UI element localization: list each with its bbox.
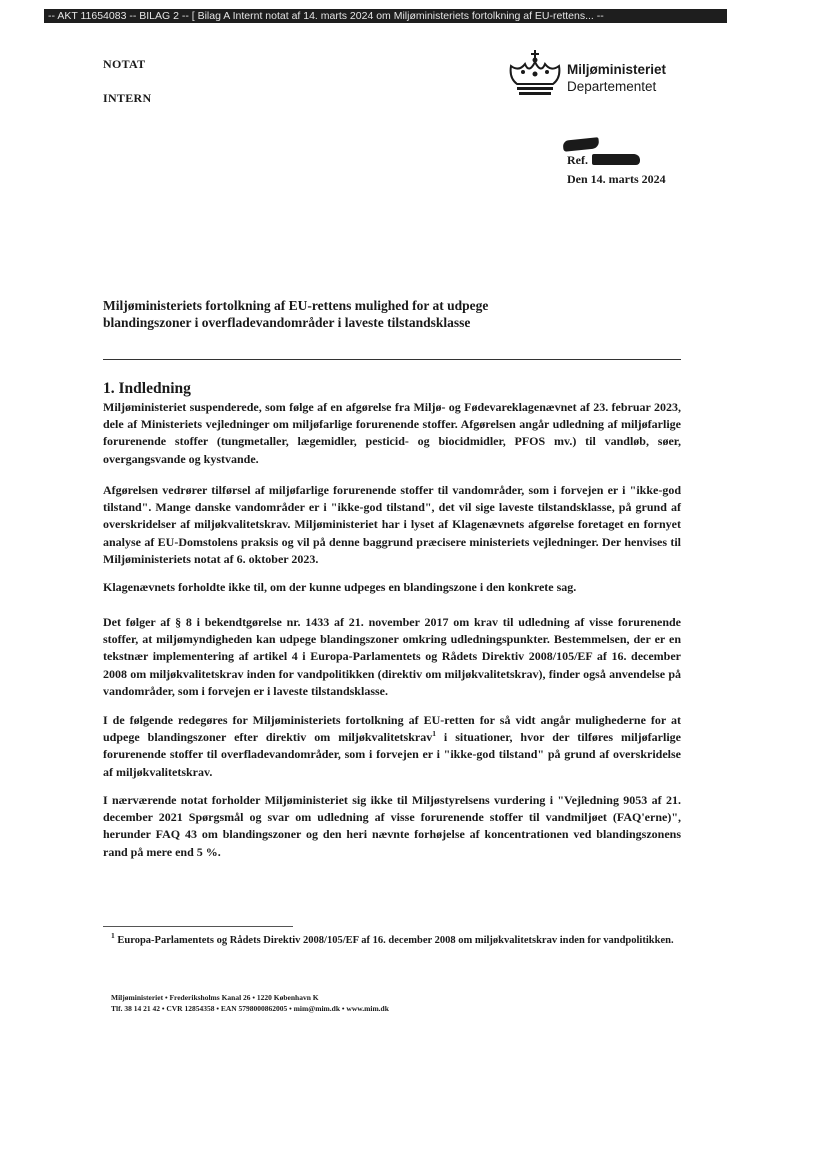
footnote-divider: [103, 926, 293, 927]
department-name: Departementet: [567, 79, 657, 94]
footnote-number: 1: [111, 931, 115, 940]
redaction-mark: [592, 154, 640, 165]
body-paragraph: [103, 712, 681, 781]
footnote: [111, 932, 681, 949]
document-type-label: NOTAT: [103, 57, 146, 71]
footnote-text: Europa-Parlamentets og Rådets Direktiv 2008/105/EF af 16. december 2008 om miljøkvalitetskrav inden for vandpolitikken.: [114, 935, 674, 946]
document-header-bar: -- AKT 11654083 -- BILAG 2 -- [ Bilag A Internt notat af 14. marts 2024 om Miljøministeriets fortolkning af EU-rettens... --: [44, 9, 727, 23]
body-paragraph: Afgørelsen vedrører tilførsel af miljøfarlige forurenende stoffer til vandområder, som i forvejen er i "ikke-god tilstand". Mange danske vandområder er i "ikke-god tilstand", det vil sige laveste tilstandsklasse, på grund af overskridelser af miljøkvalitetskrav. Miljøministeriet har i lyset af Klagenævnets afgørelse foretaget en fornyet analyse af EU-Domstolens praksis og vil på denne baggrund præcisere ministeriets vejledninger. Der henvises til Miljøministeriets notat af 6. oktober 2023.: [103, 483, 681, 566]
footnote-reference: 1: [432, 729, 436, 739]
body-paragraph: Det følger af § 8 i bekendtgørelse nr. 1433 af 21. november 2017 om krav til udledning af visse forurenende stoffer, at miljømyndigheden kan udpege blandingszoner omkring udledningspunkter. Bestemmelsen, der er en tekstnær implementering af artikel 4 i Europa-Parlamentets og Rådets Direktiv 2008/105/EF af 16. december 2008 om miljøkvalitetskrav inden for vandpolitikken (direktiv om miljøkvalitetskrav), finder også anvendelse på vandområder, som i forvejen er i laveste tilstandsklasse.: [103, 615, 681, 698]
document-title: Miljøministeriets fortolkning af EU-rettens mulighed for at udpege blandingszoner i overfladevandområder i laveste tilstandsklasse: [103, 298, 489, 330]
reference-line: [567, 153, 640, 168]
title-divider: [103, 359, 681, 360]
paragraph-text: I de følgende redegøres for Miljøministeriets fortolkning af EU-retten for så vidt angår mulighederne for at udpege blandingszoner efter direktiv om miljøkvalitetskrav: [103, 713, 681, 745]
redaction-mark: [563, 137, 600, 152]
document-date: Den 14. marts 2024: [567, 172, 666, 186]
footer-address: Miljøministeriet • Frederiksholms Kanal 26 • 1220 København K: [111, 993, 319, 1002]
crown-icon: [505, 48, 565, 98]
classification-label: INTERN: [103, 91, 152, 105]
reference-label: Ref.: [567, 153, 588, 167]
section-heading: 1. Indledning: [103, 380, 191, 397]
body-paragraph: Klagenævnets forholdte ikke til, om der kunne udpeges en blandingszone i den konkrete sag.: [103, 580, 577, 594]
ministry-name: Miljøministeriet: [567, 62, 667, 77]
body-paragraph: Miljøministeriet suspenderede, som følge af en afgørelse fra Miljø- og Fødevareklagenævnet af 23. februar 2023, dele af Ministeriets vejledninger om miljøfarlige forurenende stoffer. Afgørelsen angår udledning af miljøfarlige forurenende stoffer (tungmetaller, lægemidler, pesticid- og biocidmidler, PFOS mv.) til vandløb, søer, overgangsvande og kystvande.: [103, 400, 681, 466]
footer-contact: Tlf. 38 14 21 42 • CVR 12854358 • EAN 5798000862005 • mim@mim.dk • www.mim.dk: [111, 1004, 389, 1013]
body-paragraph: I nærværende notat forholder Miljøministeriet sig ikke til Miljøstyrelsens vurdering i "Vejledning 9053 af 21. december 2021 Spørgsmål og svar om udledning af visse forurenende stoffer til vandmiljøet (FAQ'erne)", herunder FAQ 43 om blandingszoner og den heri nævnte forhøjelse af koncentrationen ved blandingszonens rand på mere end 5 %.: [103, 793, 681, 859]
paragraph-text: i situationer, hvor der tilføres miljøfarlige forurenende stoffer til overfladevandområder, som i forvejen er i "ikke-god tilstand" på grund af overskridelse af miljøkvalitetskrav.: [103, 730, 681, 779]
